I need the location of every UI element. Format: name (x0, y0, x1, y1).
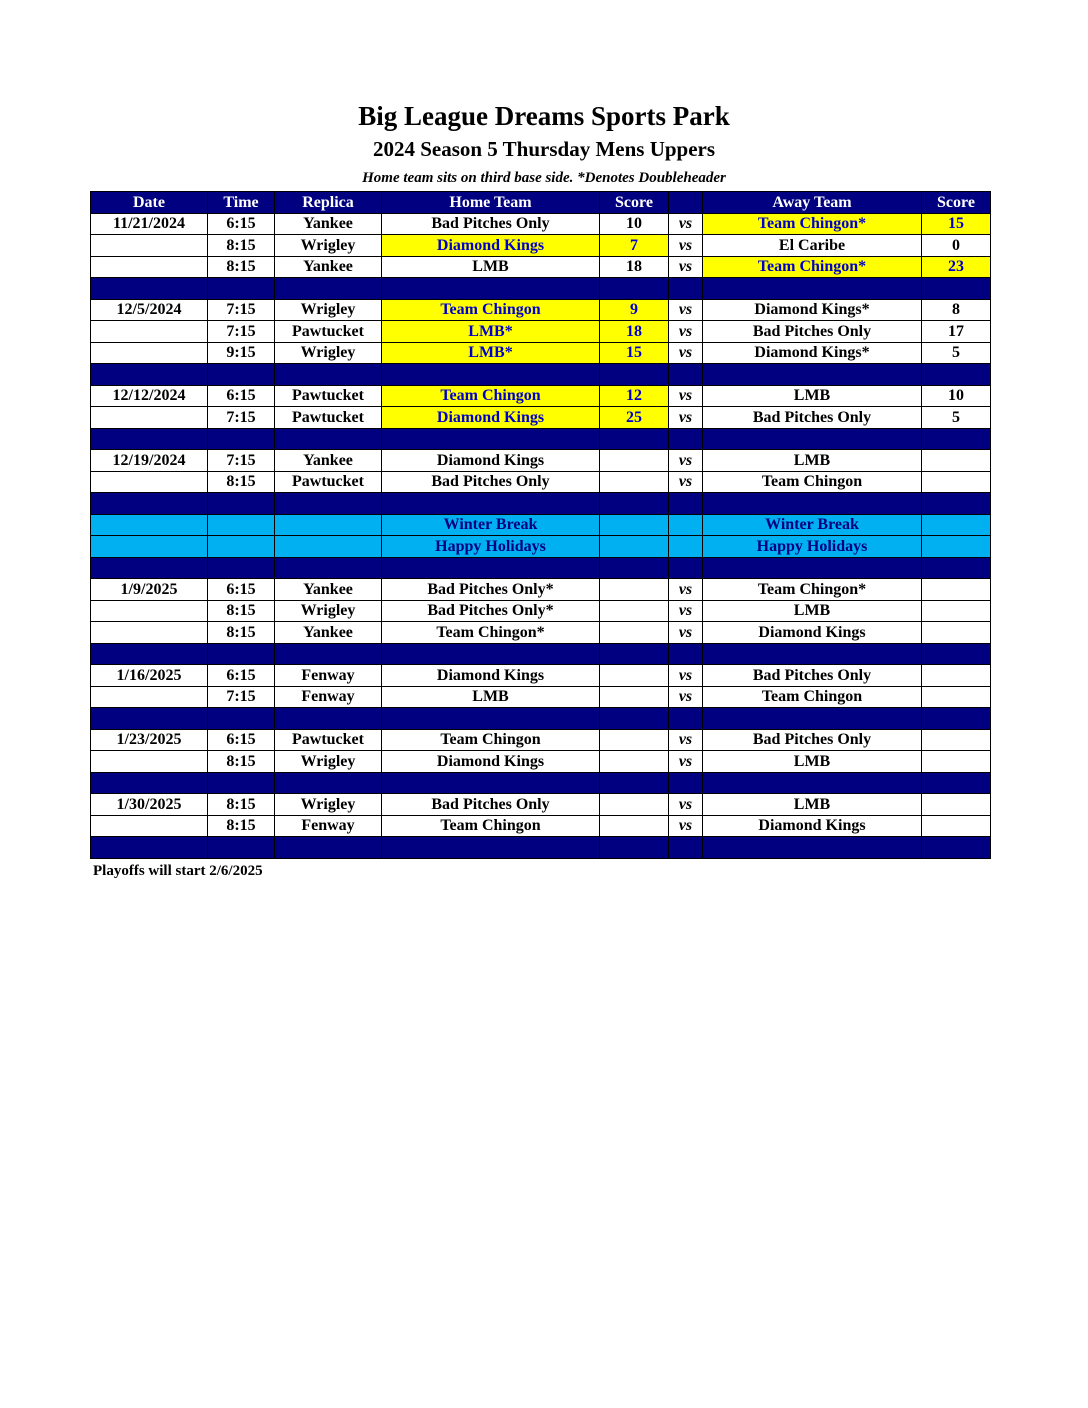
home-team-cell: Bad Pitches Only (382, 794, 600, 816)
separator-row (91, 772, 991, 794)
vs-cell: vs (669, 794, 703, 816)
separator-cell (669, 708, 703, 730)
separator-cell (600, 428, 669, 450)
away-team-cell: El Caribe (703, 235, 922, 257)
home-team-cell: Bad Pitches Only (382, 471, 600, 493)
away-score-cell (922, 471, 991, 493)
replica-cell: Yankee (275, 256, 382, 278)
separator-cell (382, 493, 600, 515)
separator-cell (275, 364, 382, 386)
home-team-cell: Diamond Kings (382, 407, 600, 429)
away-score-cell (922, 579, 991, 601)
separator-cell (922, 557, 991, 579)
home-score-cell (600, 471, 669, 493)
separator-cell (922, 278, 991, 300)
home-score-cell: 25 (600, 407, 669, 429)
separator-cell (703, 493, 922, 515)
home-score-cell: 18 (600, 256, 669, 278)
col-header-vs (669, 192, 703, 214)
separator-row (91, 364, 991, 386)
home-score-cell (600, 751, 669, 773)
home-team-cell: Happy Holidays (382, 536, 600, 558)
separator-cell (669, 837, 703, 859)
vs-cell: vs (669, 342, 703, 364)
home-score-cell: 9 (600, 299, 669, 321)
schedule-note: Home team sits on third base side. *Denotes Doubleheader (362, 170, 726, 186)
away-team-cell: Team Chingon (703, 686, 922, 708)
separator-cell (600, 364, 669, 386)
col-header-away-score: Score (922, 192, 991, 214)
date-cell (91, 407, 208, 429)
away-score-cell (922, 665, 991, 687)
home-team-cell: Team Chingon (382, 385, 600, 407)
time-cell: 8:15 (208, 751, 275, 773)
separator-cell (703, 837, 922, 859)
away-team-cell: Team Chingon* (703, 256, 922, 278)
home-score-cell: 10 (600, 213, 669, 235)
separator-cell (91, 364, 208, 386)
home-score-cell: 18 (600, 321, 669, 343)
separator-cell (382, 557, 600, 579)
separator-cell (208, 708, 275, 730)
home-team-cell: Team Chingon (382, 299, 600, 321)
separator-row (91, 643, 991, 665)
home-score-cell: 15 (600, 342, 669, 364)
separator-cell (669, 772, 703, 794)
table-row (91, 471, 991, 493)
time-cell: 7:15 (208, 299, 275, 321)
schedule-table (90, 191, 991, 859)
vs-cell: vs (669, 299, 703, 321)
time-cell (208, 514, 275, 536)
date-cell (91, 686, 208, 708)
table-row (91, 665, 991, 687)
date-cell: 12/19/2024 (91, 450, 208, 472)
vs-cell: vs (669, 686, 703, 708)
separator-cell (669, 643, 703, 665)
separator-cell (382, 364, 600, 386)
winter-break-row (91, 514, 991, 536)
separator-cell (600, 493, 669, 515)
away-score-cell (922, 514, 991, 536)
vs-cell: vs (669, 471, 703, 493)
separator-cell (208, 278, 275, 300)
separator-cell (275, 278, 382, 300)
home-team-cell: Diamond Kings (382, 235, 600, 257)
separator-cell (91, 428, 208, 450)
away-team-cell: Diamond Kings* (703, 342, 922, 364)
vs-cell: vs (669, 579, 703, 601)
separator-cell (922, 364, 991, 386)
separator-cell (382, 278, 600, 300)
date-cell: 1/16/2025 (91, 665, 208, 687)
date-cell: 11/21/2024 (91, 213, 208, 235)
table-row (91, 622, 991, 644)
date-cell (91, 471, 208, 493)
home-score-cell (600, 579, 669, 601)
away-score-cell (922, 751, 991, 773)
date-cell: 12/12/2024 (91, 385, 208, 407)
home-score-cell (600, 815, 669, 837)
home-score-cell (600, 622, 669, 644)
away-team-cell: LMB (703, 385, 922, 407)
separator-cell (600, 772, 669, 794)
vs-cell: vs (669, 235, 703, 257)
separator-cell (382, 708, 600, 730)
vs-cell (669, 536, 703, 558)
separator-cell (275, 837, 382, 859)
date-cell: 1/9/2025 (91, 579, 208, 601)
away-score-cell (922, 815, 991, 837)
replica-cell: Fenway (275, 665, 382, 687)
time-cell: 8:15 (208, 815, 275, 837)
page-title: Big League Dreams Sports Park (358, 101, 730, 131)
away-score-cell: 10 (922, 385, 991, 407)
page-subtitle: 2024 Season 5 Thursday Mens Uppers (372, 137, 716, 161)
separator-cell (600, 643, 669, 665)
table-row (91, 321, 991, 343)
separator-row (91, 708, 991, 730)
home-score-cell (600, 729, 669, 751)
table-row (91, 213, 991, 235)
separator-cell (275, 708, 382, 730)
replica-cell: Yankee (275, 579, 382, 601)
vs-cell: vs (669, 321, 703, 343)
vs-cell: vs (669, 213, 703, 235)
away-score-cell: 17 (922, 321, 991, 343)
separator-cell (91, 772, 208, 794)
home-team-cell: LMB (382, 256, 600, 278)
away-score-cell: 15 (922, 213, 991, 235)
col-header-time: Time (208, 192, 275, 214)
table-row (91, 751, 991, 773)
separator-cell (208, 772, 275, 794)
home-score-cell (600, 794, 669, 816)
table-row (91, 235, 991, 257)
replica-cell: Pawtucket (275, 321, 382, 343)
home-team-cell: LMB* (382, 342, 600, 364)
home-team-cell: Diamond Kings (382, 665, 600, 687)
away-score-cell (922, 794, 991, 816)
table-row (91, 579, 991, 601)
away-score-cell: 0 (922, 235, 991, 257)
separator-cell (922, 772, 991, 794)
replica-cell: Wrigley (275, 299, 382, 321)
replica-cell: Pawtucket (275, 471, 382, 493)
home-team-cell: Bad Pitches Only* (382, 579, 600, 601)
vs-cell: vs (669, 450, 703, 472)
away-team-cell: LMB (703, 600, 922, 622)
home-team-cell: LMB* (382, 321, 600, 343)
date-cell (91, 514, 208, 536)
separator-cell (703, 557, 922, 579)
replica-cell: Yankee (275, 213, 382, 235)
separator-cell (600, 278, 669, 300)
away-team-cell: LMB (703, 450, 922, 472)
vs-cell: vs (669, 665, 703, 687)
away-score-cell: 5 (922, 407, 991, 429)
separator-cell (275, 643, 382, 665)
time-cell: 8:15 (208, 622, 275, 644)
separator-cell (208, 364, 275, 386)
replica-cell: Pawtucket (275, 407, 382, 429)
table-row (91, 256, 991, 278)
separator-cell (91, 557, 208, 579)
separator-cell (382, 837, 600, 859)
separator-cell (91, 837, 208, 859)
separator-cell (600, 557, 669, 579)
separator-cell (600, 708, 669, 730)
replica-cell: Wrigley (275, 235, 382, 257)
home-team-cell: Bad Pitches Only (382, 213, 600, 235)
date-cell: 12/5/2024 (91, 299, 208, 321)
home-team-cell: Winter Break (382, 514, 600, 536)
away-team-cell: Bad Pitches Only (703, 407, 922, 429)
separator-row (91, 837, 991, 859)
date-cell (91, 815, 208, 837)
replica-cell: Yankee (275, 450, 382, 472)
separator-cell (703, 772, 922, 794)
table-row (91, 407, 991, 429)
time-cell: 6:15 (208, 665, 275, 687)
vs-cell: vs (669, 729, 703, 751)
separator-cell (669, 278, 703, 300)
away-team-cell: LMB (703, 751, 922, 773)
home-team-cell: Team Chingon (382, 815, 600, 837)
table-header-row (91, 192, 991, 214)
home-score-cell: 12 (600, 385, 669, 407)
time-cell (208, 536, 275, 558)
home-score-cell (600, 686, 669, 708)
time-cell: 7:15 (208, 321, 275, 343)
date-cell: 1/23/2025 (91, 729, 208, 751)
date-cell (91, 751, 208, 773)
time-cell: 7:15 (208, 407, 275, 429)
time-cell: 6:15 (208, 385, 275, 407)
col-header-home-team: Home Team (382, 192, 600, 214)
separator-cell (922, 837, 991, 859)
separator-row (91, 278, 991, 300)
home-score-cell: 7 (600, 235, 669, 257)
table-row (91, 450, 991, 472)
separator-cell (669, 364, 703, 386)
date-cell (91, 536, 208, 558)
table-row (91, 815, 991, 837)
date-cell (91, 256, 208, 278)
away-team-cell: Diamond Kings (703, 815, 922, 837)
replica-cell: Pawtucket (275, 385, 382, 407)
date-cell (91, 622, 208, 644)
replica-cell: Yankee (275, 622, 382, 644)
away-team-cell: Bad Pitches Only (703, 665, 922, 687)
schedule-body (91, 213, 991, 858)
away-score-cell (922, 536, 991, 558)
separator-cell (91, 708, 208, 730)
home-team-cell: Team Chingon (382, 729, 600, 751)
separator-cell (382, 428, 600, 450)
vs-cell: vs (669, 751, 703, 773)
home-team-cell: Bad Pitches Only* (382, 600, 600, 622)
replica-cell: Wrigley (275, 794, 382, 816)
away-score-cell: 8 (922, 299, 991, 321)
col-header-date: Date (91, 192, 208, 214)
away-team-cell: Diamond Kings* (703, 299, 922, 321)
away-score-cell (922, 450, 991, 472)
separator-cell (275, 772, 382, 794)
table-row (91, 794, 991, 816)
separator-cell (922, 428, 991, 450)
separator-cell (91, 643, 208, 665)
winter-break-row (91, 536, 991, 558)
time-cell: 8:15 (208, 794, 275, 816)
playoffs-note: Playoffs will start 2/6/2025 (93, 863, 263, 879)
replica-cell: Wrigley (275, 600, 382, 622)
date-cell (91, 600, 208, 622)
separator-cell (208, 557, 275, 579)
table-row (91, 342, 991, 364)
away-team-cell: Team Chingon (703, 471, 922, 493)
home-score-cell (600, 665, 669, 687)
separator-cell (275, 428, 382, 450)
replica-cell: Wrigley (275, 342, 382, 364)
vs-cell: vs (669, 600, 703, 622)
separator-cell (922, 493, 991, 515)
separator-row (91, 428, 991, 450)
vs-cell: vs (669, 407, 703, 429)
away-score-cell (922, 686, 991, 708)
time-cell: 7:15 (208, 686, 275, 708)
separator-cell (669, 493, 703, 515)
time-cell: 7:15 (208, 450, 275, 472)
replica-cell: Pawtucket (275, 729, 382, 751)
vs-cell: vs (669, 256, 703, 278)
separator-cell (600, 837, 669, 859)
time-cell: 6:15 (208, 579, 275, 601)
vs-cell: vs (669, 622, 703, 644)
vs-cell: vs (669, 385, 703, 407)
separator-cell (703, 643, 922, 665)
table-row (91, 385, 991, 407)
table-row (91, 729, 991, 751)
separator-cell (669, 428, 703, 450)
separator-cell (208, 493, 275, 515)
table-row (91, 600, 991, 622)
col-header-replica: Replica (275, 192, 382, 214)
separator-cell (703, 364, 922, 386)
separator-cell (922, 643, 991, 665)
separator-cell (91, 278, 208, 300)
home-score-cell (600, 514, 669, 536)
time-cell: 6:15 (208, 213, 275, 235)
home-team-cell: Diamond Kings (382, 450, 600, 472)
home-score-cell (600, 450, 669, 472)
separator-cell (382, 772, 600, 794)
separator-cell (91, 493, 208, 515)
replica-cell (275, 514, 382, 536)
away-score-cell: 5 (922, 342, 991, 364)
away-team-cell: Team Chingon* (703, 213, 922, 235)
date-cell: 1/30/2025 (91, 794, 208, 816)
separator-cell (208, 428, 275, 450)
separator-cell (382, 643, 600, 665)
time-cell: 8:15 (208, 256, 275, 278)
col-header-home-score: Score (600, 192, 669, 214)
separator-row (91, 493, 991, 515)
away-score-cell (922, 729, 991, 751)
separator-cell (669, 557, 703, 579)
time-cell: 8:15 (208, 600, 275, 622)
away-team-cell: Diamond Kings (703, 622, 922, 644)
home-score-cell (600, 600, 669, 622)
date-cell (91, 321, 208, 343)
home-team-cell: LMB (382, 686, 600, 708)
away-team-cell: Bad Pitches Only (703, 321, 922, 343)
separator-cell (208, 837, 275, 859)
away-team-cell: Team Chingon* (703, 579, 922, 601)
separator-cell (275, 557, 382, 579)
replica-cell: Fenway (275, 686, 382, 708)
date-cell (91, 235, 208, 257)
home-team-cell: Diamond Kings (382, 751, 600, 773)
away-score-cell: 23 (922, 256, 991, 278)
home-team-cell: Team Chingon* (382, 622, 600, 644)
away-score-cell (922, 622, 991, 644)
time-cell: 6:15 (208, 729, 275, 751)
separator-cell (275, 493, 382, 515)
separator-cell (703, 708, 922, 730)
separator-row (91, 557, 991, 579)
away-team-cell: Winter Break (703, 514, 922, 536)
time-cell: 9:15 (208, 342, 275, 364)
vs-cell (669, 514, 703, 536)
separator-cell (703, 278, 922, 300)
away-team-cell: LMB (703, 794, 922, 816)
time-cell: 8:15 (208, 235, 275, 257)
separator-cell (703, 428, 922, 450)
replica-cell: Wrigley (275, 751, 382, 773)
replica-cell: Fenway (275, 815, 382, 837)
home-score-cell (600, 536, 669, 558)
away-team-cell: Happy Holidays (703, 536, 922, 558)
table-row (91, 299, 991, 321)
separator-cell (208, 643, 275, 665)
date-cell (91, 342, 208, 364)
time-cell: 8:15 (208, 471, 275, 493)
separator-cell (922, 708, 991, 730)
table-row (91, 686, 991, 708)
replica-cell (275, 536, 382, 558)
col-header-away-team: Away Team (703, 192, 922, 214)
away-team-cell: Bad Pitches Only (703, 729, 922, 751)
vs-cell: vs (669, 815, 703, 837)
away-score-cell (922, 600, 991, 622)
